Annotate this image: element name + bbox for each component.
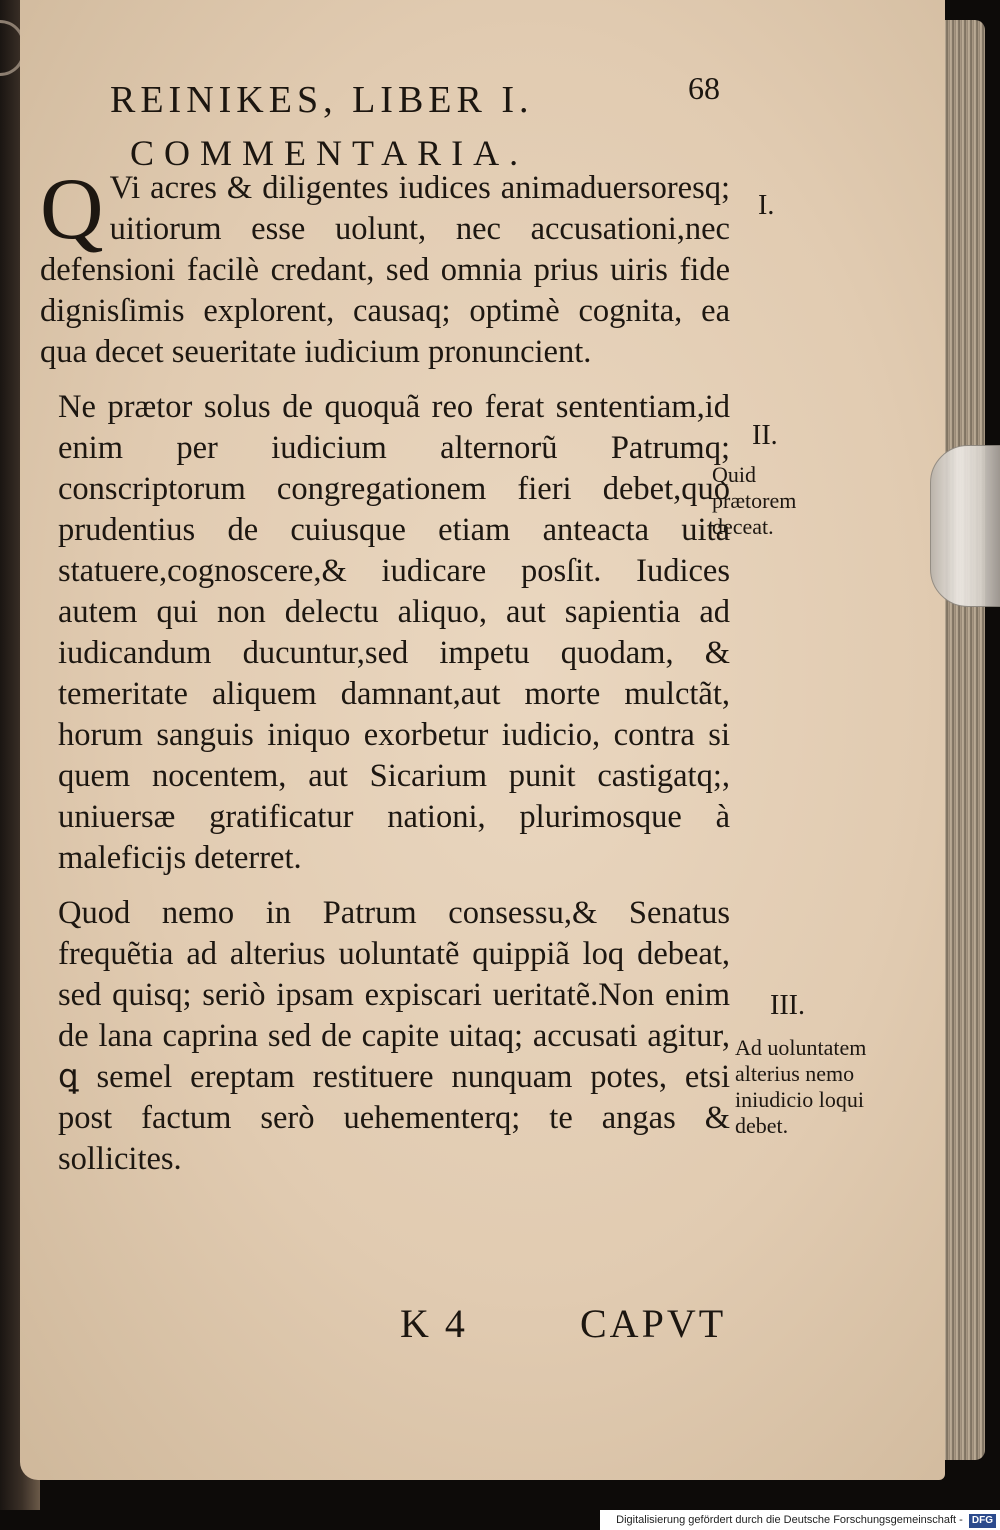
paragraph-1-text: Vi acres & diligentes iudices animaduersoresq; uitiorum esse uolunt, nec accusationi,nec defensioni facilè credant, sed omnia prius uiris fide dignisſimis explorent, causaq; optimè cognita, ea qua decet seueritate iudicium pronuncient. xyxy=(40,170,730,370)
footer-credit: Digitalisierung gefördert durch die Deutsche Forschungsgemeinschaft - xyxy=(616,1514,963,1526)
main-text xyxy=(40,161,730,1180)
paragraph-2: Ne prætor solus de quoquã reo ferat sententiam,id enim per iudicium alternorũ Patrumq; conscriptorum congregationem fieri debet,quo prudentius de cuiusque etiam anteacta uita statuere,cognoscere,& iudicare posſit. Iudices autem qui non delectu aliquo, aut sapientia ad iudicandum ducuntur,sed impetu quodam, & temeritate aliquem damnant,aut morte mulctãt, horum sanguis iniquo exorbetur iudicio, contra si quem nocentem, aut Sicarium punit castigatq;, uniuersæ gratificatur nationi, plurimosque à maleficijs deterret. xyxy=(58,389,730,876)
signature-mark: K 4 xyxy=(400,1301,468,1346)
margin-number-2: II. xyxy=(752,420,778,451)
margin-note-2: Quid prætorem deceat. xyxy=(712,462,797,539)
folio-number: 68 xyxy=(688,70,720,106)
dfg-logo: DFG xyxy=(969,1514,996,1528)
catchword: CAPVT xyxy=(580,1301,727,1346)
section-heading: COMMENTARIA. xyxy=(130,133,529,173)
paragraph-1 xyxy=(40,161,730,373)
page-clip xyxy=(930,445,1000,607)
running-header xyxy=(100,70,720,128)
drop-initial: Q xyxy=(40,161,104,258)
margin-number-1: I. xyxy=(758,190,775,221)
digitization-footer xyxy=(600,1510,1000,1530)
running-title: REINIKES, LIBER I. xyxy=(110,79,534,121)
margin-note-3: Ad uoluntatem alterius nemo iniudicio loqui debet. xyxy=(735,1035,867,1138)
paragraph-3: Quod nemo in Patrum consessu,& Senatus frequẽtia ad alterius uoluntatẽ quippiã loq debeat, sed quisq; seriò ipsam expiscari ueritatẽ.Non enim de lana caprina sed de capite uitaq; accusati agitur, ꝗ semel ereptam restituere nunquam potes, etsi post factum serò uehementerq; te angas & sollicites. xyxy=(58,895,730,1177)
margin-number-3: III. xyxy=(770,990,805,1021)
